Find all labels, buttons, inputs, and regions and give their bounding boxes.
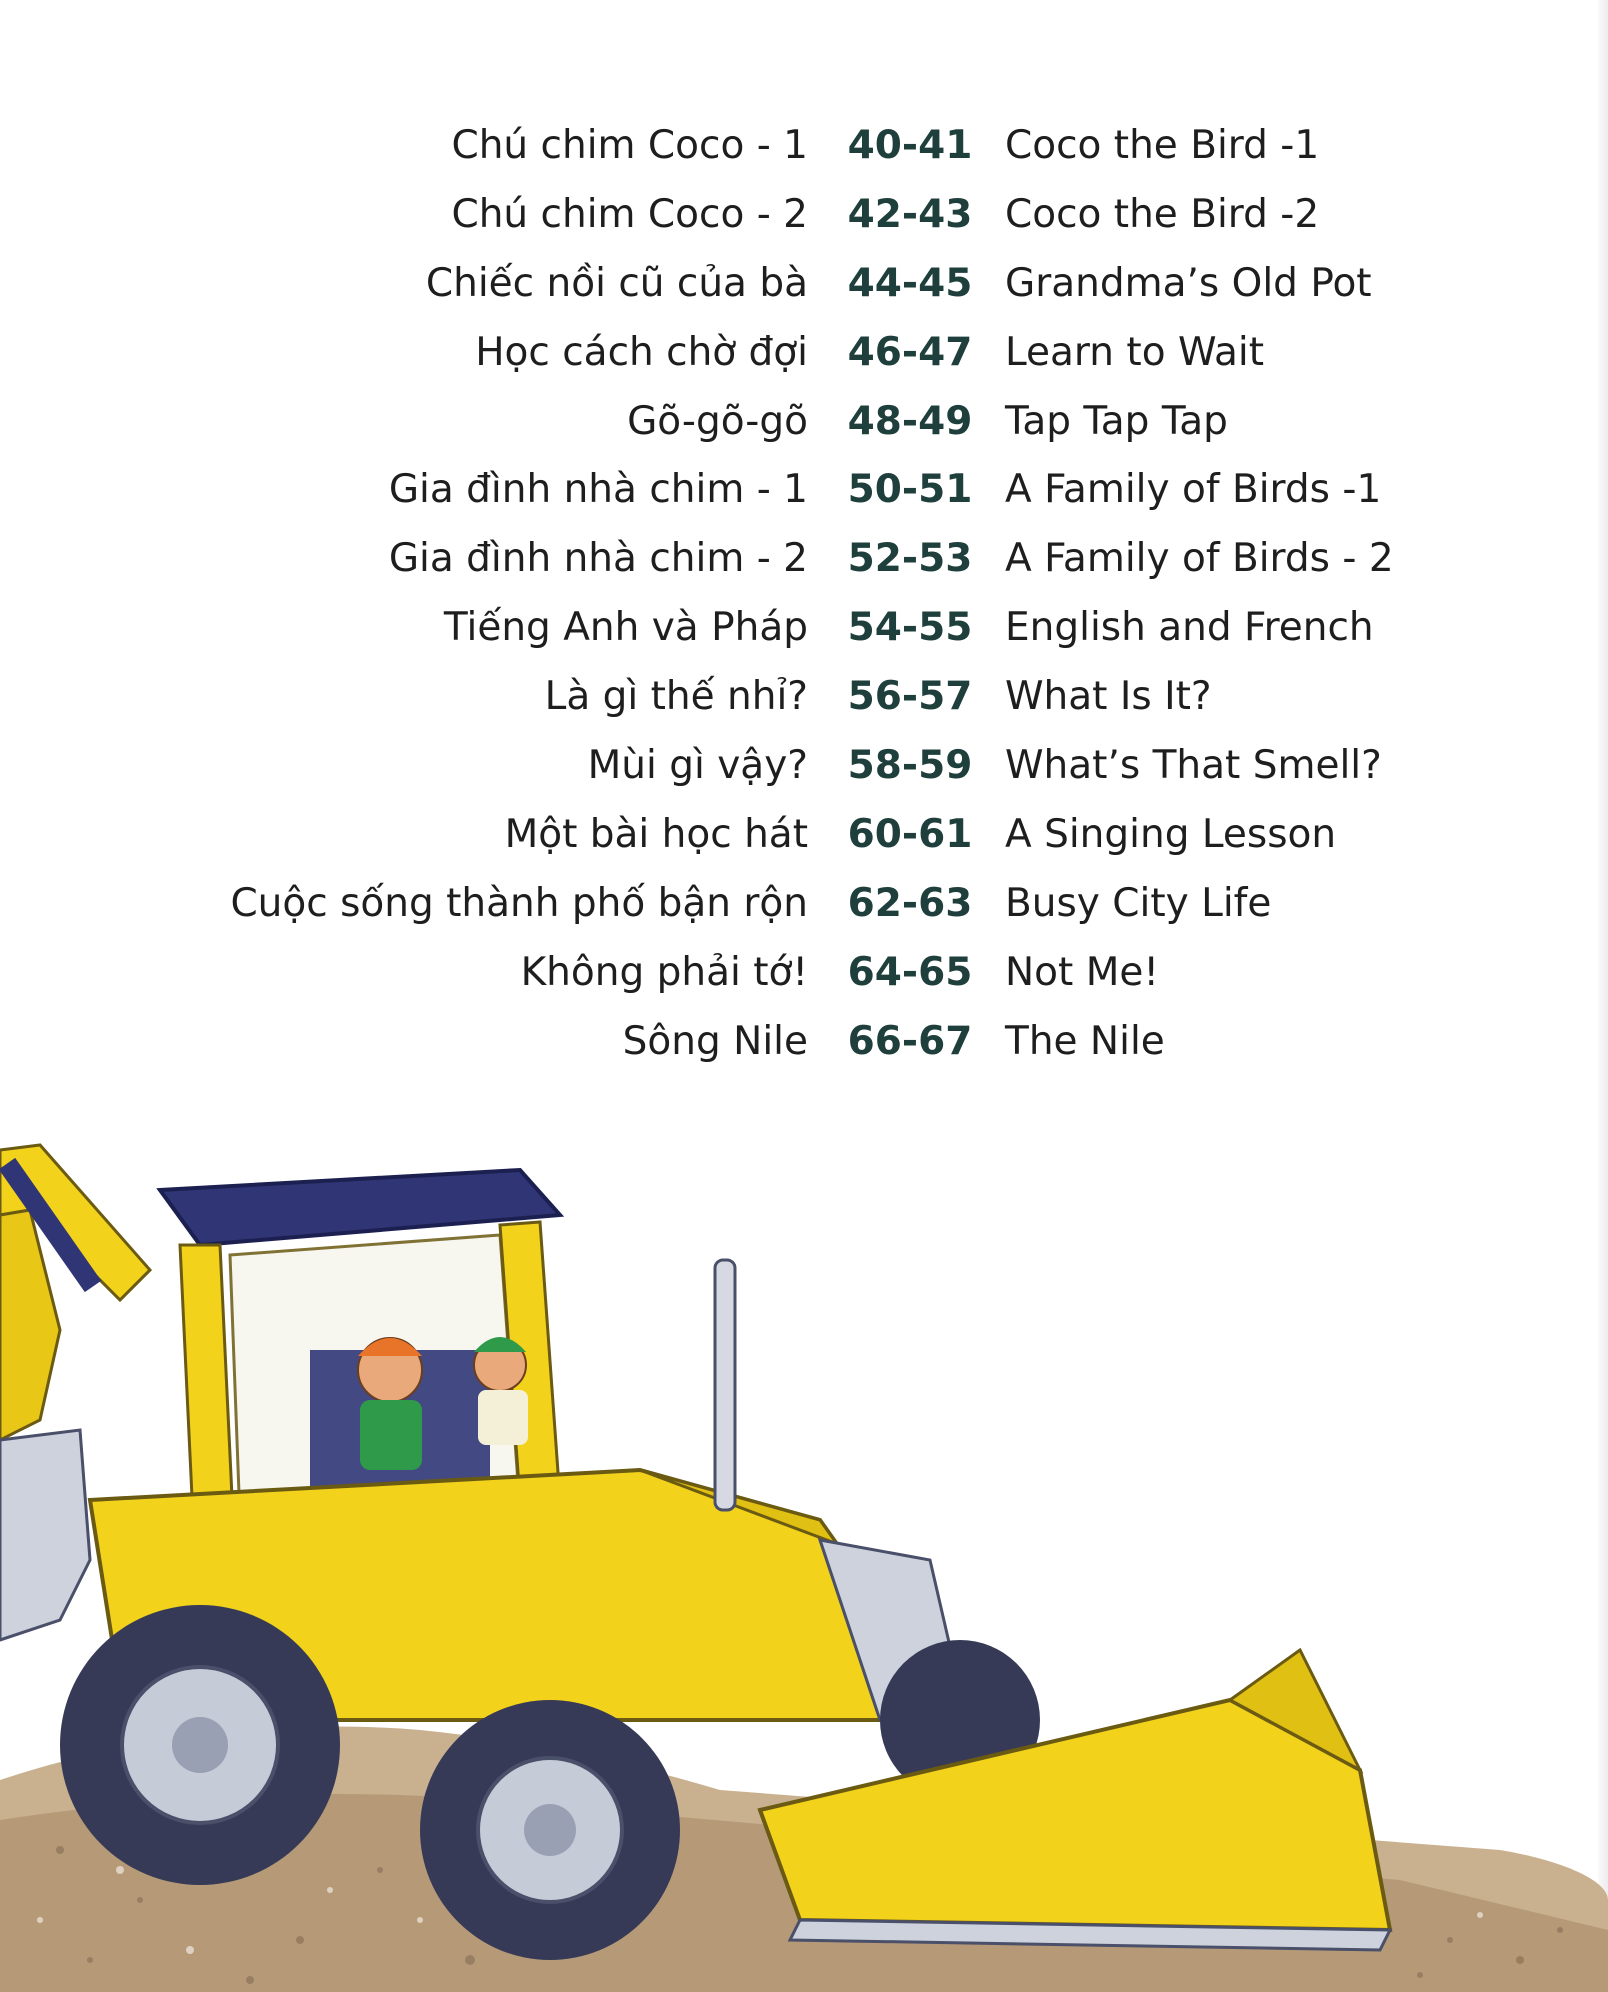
toc-title-vi: Là gì thế nhỉ? <box>544 674 808 720</box>
toc-row <box>0 939 1608 1008</box>
toc-title-vi: Một bài học hát <box>504 811 808 857</box>
toc-title-en: A Singing Lesson <box>1005 811 1337 857</box>
toc-title-en: Coco the Bird -2 <box>1005 191 1320 237</box>
toc-page-range: 64-65 <box>847 949 973 995</box>
toc-title-en: Tap Tap Tap <box>1005 398 1228 444</box>
toc-page-range: 46-47 <box>847 329 973 375</box>
toc-row <box>0 732 1608 801</box>
toc-title-en: A Family of Birds -1 <box>1005 467 1382 513</box>
toc-title-vi: Cuộc sống thành phố bận rộn <box>230 880 808 926</box>
toc-title-en: English and French <box>1005 605 1374 651</box>
toc-page-range: 44-45 <box>847 260 973 306</box>
toc-page-range: 50-51 <box>847 467 973 513</box>
toc-title-vi: Mùi gì vậy? <box>587 743 808 789</box>
toc-title-en: The Nile <box>1005 1018 1165 1064</box>
table-of-contents <box>0 112 1608 1076</box>
toc-row <box>0 1008 1608 1077</box>
toc-row <box>0 663 1608 732</box>
toc-page-range: 66-67 <box>847 1018 973 1064</box>
toc-row <box>0 870 1608 939</box>
toc-page-range: 58-59 <box>847 743 973 789</box>
toc-page-range: 42-43 <box>847 191 973 237</box>
toc-page-range: 54-55 <box>847 605 973 651</box>
toc-title-vi: Gia đình nhà chim - 1 <box>388 467 808 513</box>
toc-title-vi: Gia đình nhà chim - 2 <box>388 536 808 582</box>
toc-title-en: Not Me! <box>1005 949 1160 995</box>
toc-row <box>0 112 1608 181</box>
toc-row <box>0 801 1608 870</box>
toc-title-en: Coco the Bird -1 <box>1005 123 1320 168</box>
toc-title-vi: Chú chim Coco - 1 <box>451 123 808 168</box>
toc-title-en: Busy City Life <box>1005 880 1272 926</box>
toc-page-range: 62-63 <box>847 880 973 926</box>
toc-title-en: What Is It? <box>1005 674 1212 720</box>
toc-page-range: 60-61 <box>847 811 973 857</box>
toc-title-vi: Học cách chờ đợi <box>475 329 808 375</box>
toc-title-en: What’s That Smell? <box>1005 743 1382 789</box>
toc-title-en: Grandma’s Old Pot <box>1005 260 1372 306</box>
toc-title-en: Learn to Wait <box>1005 329 1265 375</box>
toc-page-range: 48-49 <box>847 398 973 444</box>
toc-title-vi: Chú chim Coco - 2 <box>451 191 808 237</box>
toc-page-range: 40-41 <box>847 123 973 168</box>
toc-page-range: 56-57 <box>847 674 973 720</box>
toc-row <box>0 181 1608 250</box>
toc-title-vi: Gõ-gõ-gõ <box>627 398 808 444</box>
toc-row <box>0 456 1608 525</box>
toc-title-vi: Chiếc nồi cũ của bà <box>425 260 808 306</box>
toc-page-range: 52-53 <box>847 536 973 582</box>
toc-title-en: A Family of Birds - 2 <box>1005 536 1394 582</box>
toc-title-vi: Không phải tớ! <box>520 949 808 995</box>
toc-row <box>0 525 1608 594</box>
toc-row <box>0 388 1608 457</box>
toc-row <box>0 319 1608 388</box>
toc-title-vi: Sông Nile <box>622 1018 808 1064</box>
toc-row <box>0 594 1608 663</box>
backhoe-loader-illustration <box>0 1120 1608 1992</box>
toc-row <box>0 250 1608 319</box>
toc-title-vi: Tiếng Anh và Pháp <box>443 605 808 651</box>
